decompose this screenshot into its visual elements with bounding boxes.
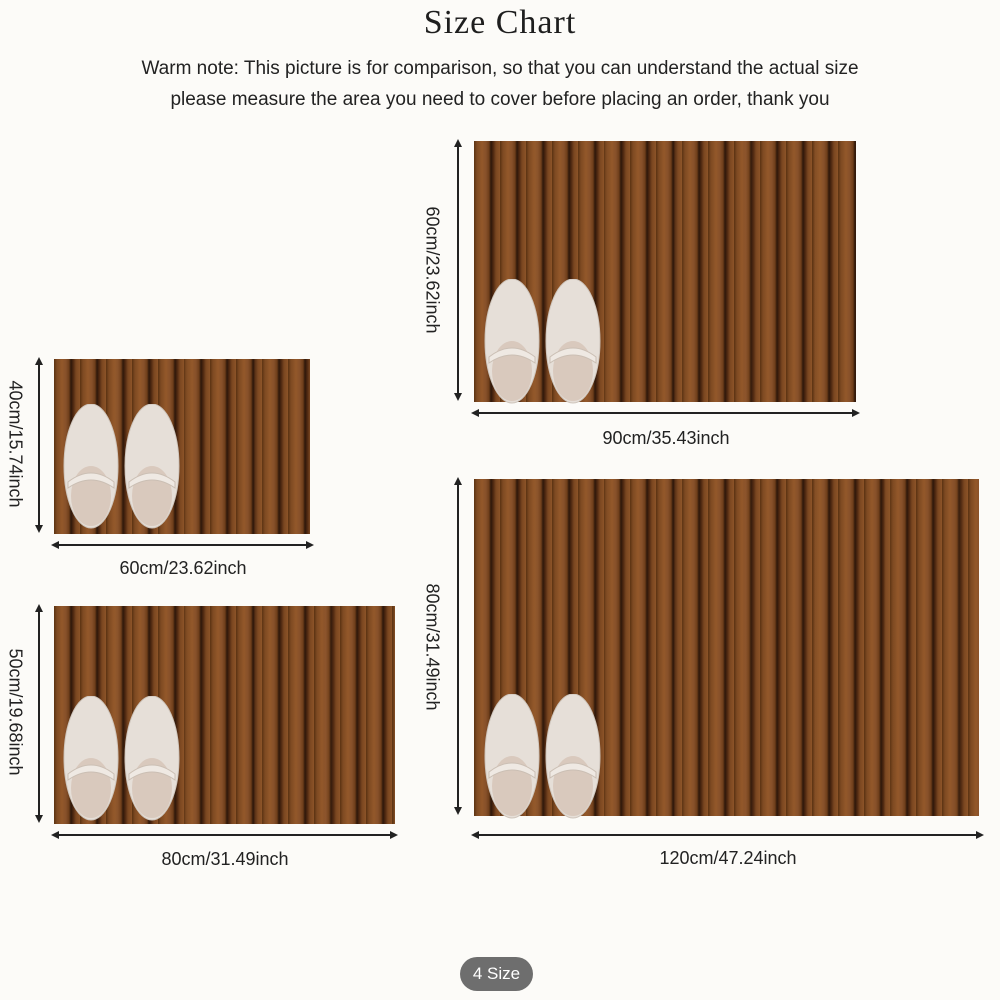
slippers-icon — [484, 279, 604, 409]
arrow-left-icon — [51, 541, 59, 549]
height-label-90x60: 60cm/23.62inch — [422, 206, 443, 334]
arrow-down-icon — [35, 815, 43, 823]
height-dimension-line — [457, 141, 459, 399]
arrow-right-icon — [390, 831, 398, 839]
width-dimension-line — [54, 544, 312, 546]
size-count-badge[interactable]: 4 Size — [460, 957, 533, 991]
height-label-60x40: 40cm/15.74inch — [5, 380, 26, 508]
width-label-60x40: 60cm/23.62inch — [119, 558, 247, 578]
arrow-left-icon — [471, 831, 479, 839]
width-label-120x80: 120cm/47.24inch — [659, 848, 797, 868]
warm-note-line-1: Warm note: This picture is for comparison, so that you can understand the actual size — [141, 58, 859, 79]
slippers-icon — [484, 694, 604, 824]
height-label-120x80: 80cm/31.49inch — [422, 583, 443, 711]
arrow-up-icon — [35, 604, 43, 612]
slippers-icon — [63, 404, 183, 534]
height-dimension-line — [457, 479, 459, 813]
width-label-90x60: 90cm/35.43inch — [602, 428, 730, 448]
warm-note-line-2: please measure the area you need to cover before placing an order, thank you — [170, 89, 830, 110]
arrow-down-icon — [454, 393, 462, 401]
arrow-right-icon — [306, 541, 314, 549]
height-dimension-line — [38, 359, 40, 531]
slippers-icon — [63, 696, 183, 826]
arrow-right-icon — [976, 831, 984, 839]
arrow-up-icon — [454, 477, 462, 485]
arrow-up-icon — [454, 139, 462, 147]
width-label-80x50: 80cm/31.49inch — [161, 849, 289, 869]
arrow-down-icon — [454, 807, 462, 815]
width-dimension-line — [474, 412, 858, 414]
height-dimension-line — [38, 606, 40, 821]
height-label-80x50: 50cm/19.68inch — [5, 648, 26, 776]
width-dimension-line — [474, 834, 982, 836]
arrow-up-icon — [35, 357, 43, 365]
arrow-left-icon — [471, 409, 479, 417]
arrow-left-icon — [51, 831, 59, 839]
arrow-right-icon — [852, 409, 860, 417]
page-title: Size Chart — [423, 4, 577, 41]
arrow-down-icon — [35, 525, 43, 533]
width-dimension-line — [54, 834, 396, 836]
